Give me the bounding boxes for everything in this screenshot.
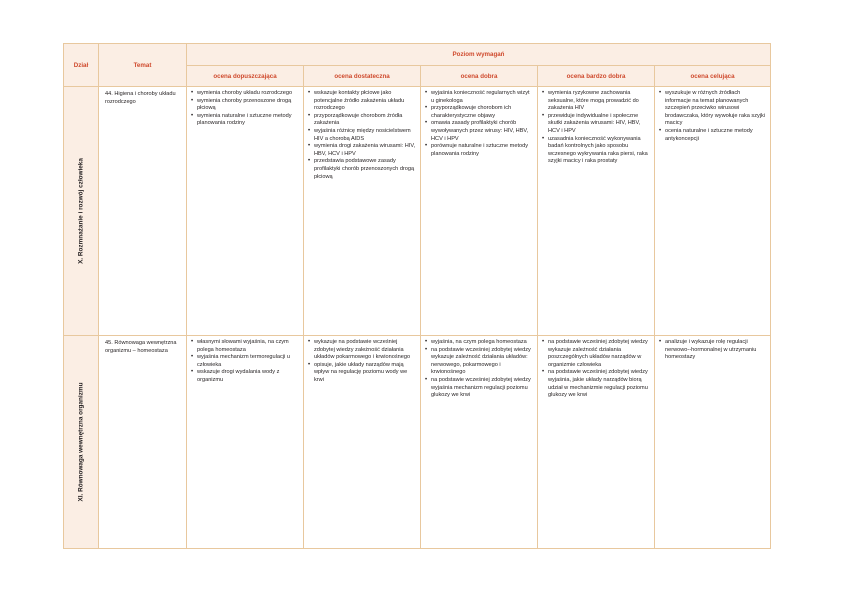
temat-title: Higiena i choroby układu rozrodczego — [105, 91, 176, 105]
requirement-item: • ocenia naturalne i sztuczne metody antykoncepcji — [658, 128, 767, 143]
temat-title: Równowaga wewnętrzna organizmu – homeostaza — [105, 340, 177, 354]
header-level-4: ocena bardzo dobra — [538, 66, 655, 87]
requirement-item: • wyszukuje w różnych źródłach informacje na temat planowanych szczepień przeciwko wirusowi brodawczaka, który wywołuje raka szyjki macicy — [658, 90, 767, 128]
header-dzial: Dział — [64, 44, 99, 87]
dzial-cell — [64, 336, 99, 549]
requirement-item: • na podstawie wcześniej zdobytej wiedzy wykazuje zależność działania układów: nerwowego, pokarmowego i krwionośnego — [424, 347, 534, 377]
requirement-item: • na podstawie wcześniej zdobytej wiedzy wyjaśnia mechanizm regulacji poziomu glukozy we krwi — [424, 377, 534, 400]
requirement-item: • wymienia ryzykowne zachowania seksualne, które mogą prowadzić do zakażenia HIV — [541, 90, 651, 113]
requirement-item: • wyjaśnia różnicę między nosicielstwem HIV a chorobą AIDS — [307, 128, 417, 143]
temat-number: 45. — [105, 340, 113, 346]
requirement-cell — [187, 87, 304, 336]
requirement-item: • wymienia drogi zakażenia wirusami: HIV, HBV, HCV i HPV — [307, 143, 417, 158]
requirement-cell — [655, 87, 771, 336]
requirement-item: • wymienia choroby przenoszone drogą płciową — [190, 98, 300, 113]
header-level-3: ocena dobra — [421, 66, 538, 87]
requirement-item: • na podstawie wcześniej zdobytej wiedzy wyjaśnia, jakie układy narządów biorą udział w mechanizmie regulacji poziomu glukozy we krwi — [541, 369, 651, 399]
requirement-item: • przedstawia podstawowe zasady profilaktyki chorób przenoszonych drogą płciową — [307, 158, 417, 181]
requirement-item: • uzasadnia konieczność wykonywania badań kontrolnych jako sposobu wczesnego wykrywania raka piersi, raka szyjki macicy i raka prostaty — [541, 136, 651, 166]
requirement-cell — [655, 336, 771, 549]
requirement-item: • omawia zasady profilaktyki chorób wywoływanych przez wirusy: HIV, HBV, HCV i HPV — [424, 120, 534, 143]
requirement-item: • wykazuje na podstawie wcześniej zdobytej wiedzy zależność działania układów pokarmowego i krwionośnego — [307, 339, 417, 362]
requirement-item: • na podstawie wcześniej zdobytej wiedzy wykazuje zależność działania poszczególnych układów narządów w organizmie człowieka — [541, 339, 651, 369]
requirement-item: • wskazuje drogi wydalania wody z organizmu — [190, 369, 300, 384]
temat-cell — [99, 336, 187, 549]
requirement-item: • opisuje, jakie układy narządów mają wpływ na regulację poziomu wody we krwi — [307, 362, 417, 385]
requirement-item: • analizuje i wykazuje rolę regulacji nerwowo--hormonalnej w utrzymaniu homeostazy — [658, 339, 767, 362]
dzial-label: XI. Równowaga wewnętrzna organizmu — [77, 382, 85, 502]
requirement-cell — [304, 87, 421, 336]
requirements-table — [63, 43, 771, 549]
requirement-item: • własnymi słowami wyjaśnia, na czym polega homeostaza — [190, 339, 300, 354]
header-row-top — [64, 44, 771, 66]
table-row — [64, 336, 771, 549]
requirement-cell — [538, 336, 655, 549]
header-level-1: ocena dopuszczająca — [187, 66, 304, 87]
header-level-5: ocena celująca — [655, 66, 771, 87]
header-poziom-wymagan: Poziom wymagań — [187, 44, 771, 66]
requirement-cell — [538, 87, 655, 336]
requirement-item: • wymienia choroby układu rozrodczego — [190, 90, 300, 98]
requirement-item: • wyjaśnia konieczność regularnych wizyt u ginekologa — [424, 90, 534, 105]
temat-cell — [99, 87, 187, 336]
requirement-cell — [421, 87, 538, 336]
requirement-item: • przyporządkowuje chorobom źródła zakażenia — [307, 113, 417, 128]
table-row — [64, 87, 771, 336]
requirement-item: • wyjaśnia mechanizm termoregulacji u człowieka — [190, 354, 300, 369]
requirement-cell — [304, 336, 421, 549]
requirement-item: • wskazuje kontakty płciowe jako potencjalne źródło zakażenia układu rozrodczego — [307, 90, 417, 113]
dzial-label: X. Rozmnażanie i rozwój człowieka — [77, 158, 85, 264]
requirement-cell — [421, 336, 538, 549]
requirement-item: • przewiduje indywidualne i społeczne skutki zakażenia wirusami: HIV, HBV, HCV i HPV — [541, 113, 651, 136]
requirement-item: • wyjaśnia, na czym polega homeostaza — [424, 339, 534, 347]
header-level-2: ocena dostateczna — [304, 66, 421, 87]
dzial-cell — [64, 87, 99, 336]
header-temat: Temat — [99, 44, 187, 87]
requirement-item: • przyporządkowuje chorobom ich charakterystyczne objawy — [424, 105, 534, 120]
temat-number: 44. — [105, 91, 113, 97]
requirement-item: • wymienia naturalne i sztuczne metody planowania rodziny — [190, 113, 300, 128]
requirement-cell — [187, 336, 304, 549]
requirement-item: • porównuje naturalne i sztuczne metody planowania rodziny — [424, 143, 534, 158]
